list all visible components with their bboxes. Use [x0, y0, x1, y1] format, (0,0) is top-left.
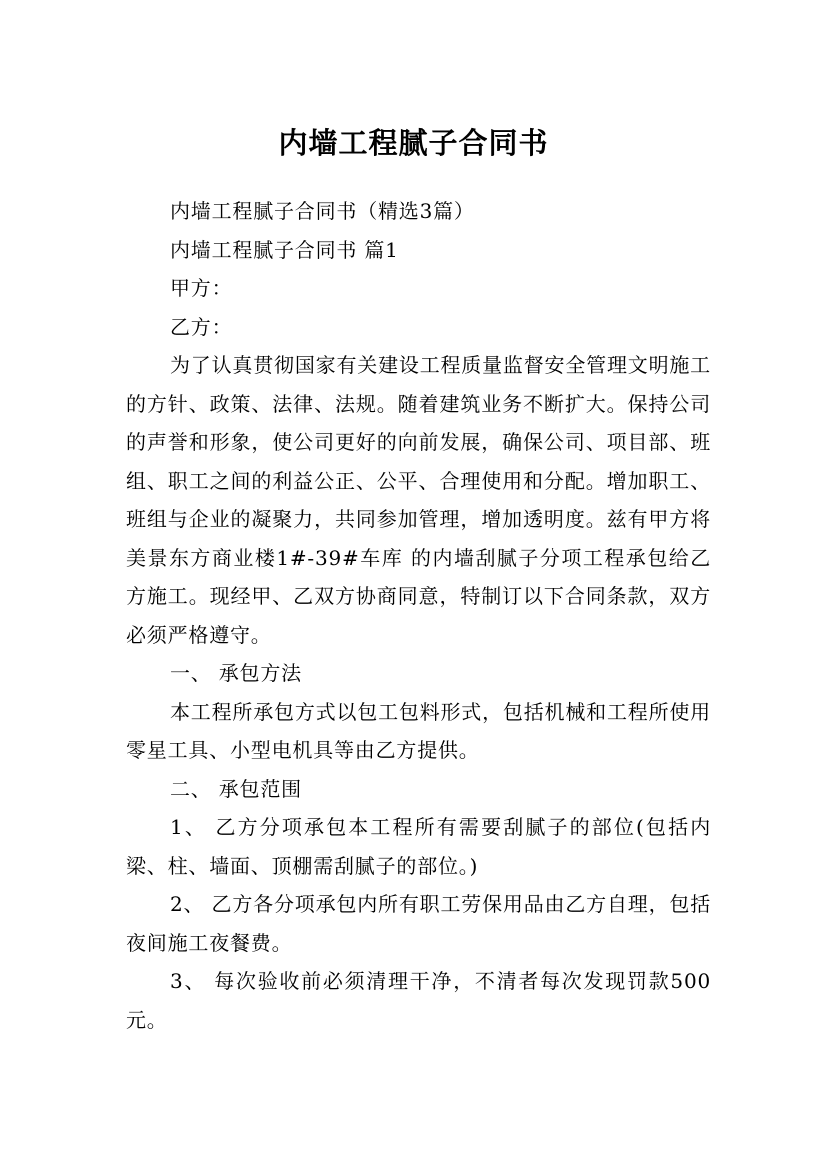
party-a-line: 甲方： — [170, 276, 233, 300]
subtitle-line: 内墙工程腻子合同书（精选3篇） — [170, 199, 475, 223]
clause-2-item-2: 2、 乙方各分项承包内所有职工劳保用品由乙方自理，包括夜间施工夜餐费。 — [126, 892, 711, 955]
clause-heading-1: 一、 承包方法 — [170, 661, 302, 685]
document-body — [126, 192, 711, 1039]
clause-2-item-3: 3、 每次验收前必须清理干净，不清者每次发现罚款500元。 — [126, 969, 711, 1032]
preamble-paragraph: 为了认真贯彻国家有关建设工程质量监督安全管理文明施工的方针、政策、法律、法规。随着建筑业务不断扩大。保持公司的声誉和形象，使公司更好的向前发展，确保公司、项目部、班组、职工之间的利益公正、公平、合理使用和分配。增加职工、班组与企业的凝聚力，共同参加管理，增加透明度。兹有甲方将 美景东方商业楼1#-39#车库 的内墙刮腻子分项工程承包给乙方施工。现经甲、乙双方协商同意，特制订以下合同条款，双方必须严格遵守。 — [126, 353, 711, 647]
clause-2-item-1: 1、 乙方分项承包本工程所有需要刮腻子的部位(包括内梁、柱、墙面、顶棚需刮腻子的部位。) — [126, 815, 711, 878]
document-title: 内墙工程腻子合同书 — [278, 126, 549, 161]
party-b-line: 乙方： — [170, 314, 233, 339]
clause-heading-2: 二、 承包范围 — [170, 776, 302, 801]
section-heading: 内墙工程腻子合同书 篇1 — [170, 237, 399, 262]
clause-1-paragraph: 本工程所承包方式以包工包料形式，包括机械和工程所使用零星工具、小型电机具等由乙方提供。 — [126, 699, 711, 762]
